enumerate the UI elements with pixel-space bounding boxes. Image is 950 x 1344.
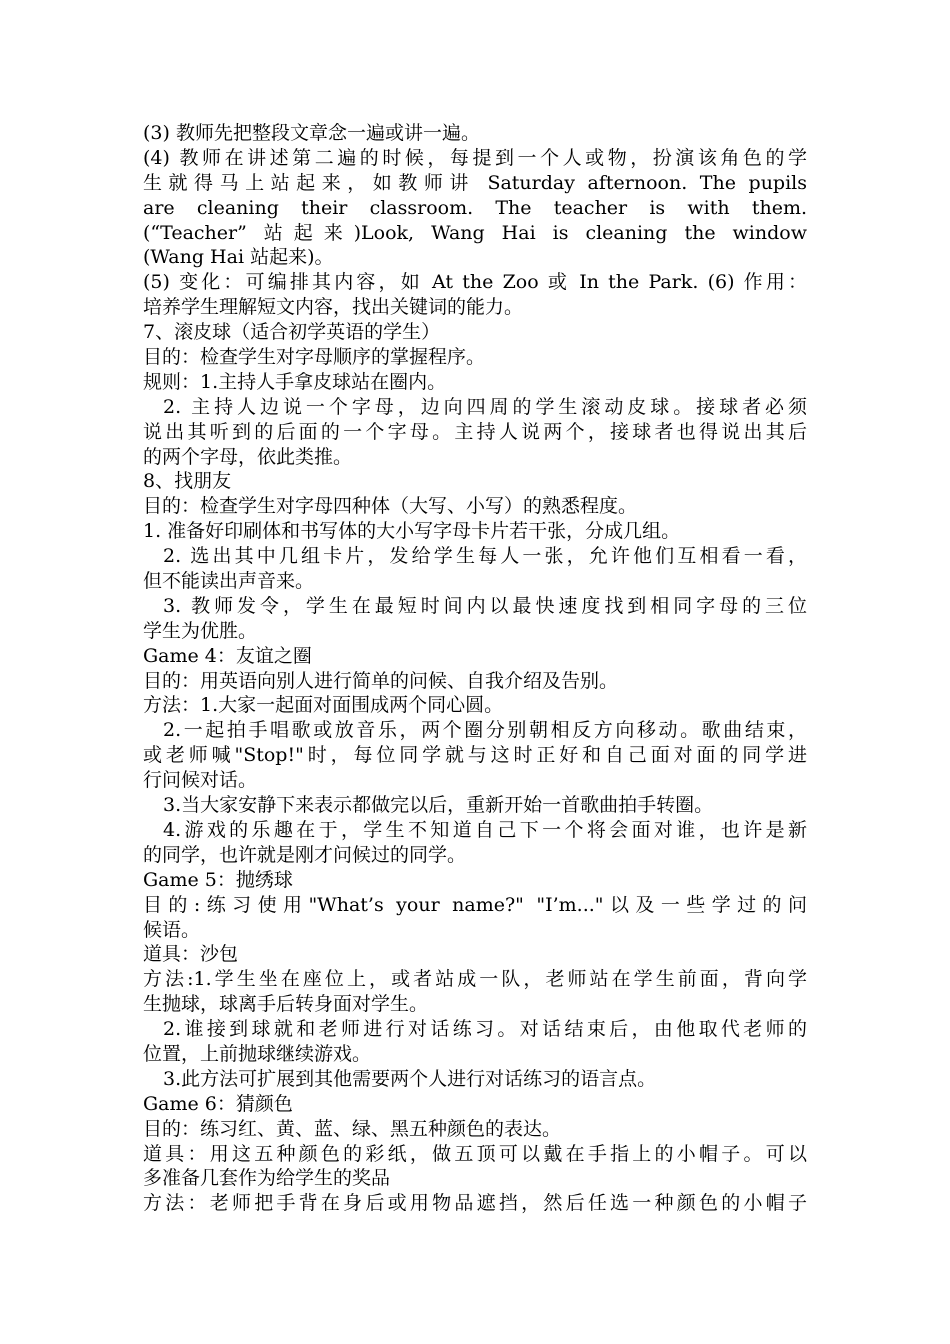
text-line: Game 6：猜颜色 <box>143 1092 293 1115</box>
text-line: 说出其听到的后面的一个字母。主持人说两个，接球者也得说出其后 <box>143 420 807 443</box>
text-line: 3.当大家安静下来表示都做完以后，重新开始一首歌曲拍手转圈。 <box>163 794 714 817</box>
text-line: 的同学，也许就是刚才问候过的同学。 <box>143 843 467 866</box>
text-line: 生就得马上站起来，如教师讲 Saturday afternoon. The pupils <box>143 171 807 194</box>
text-line: 2.一起拍手唱歌或放音乐，两个圈分别朝相反方向移动。歌曲结束， <box>163 719 807 742</box>
text-line: Game 4：友谊之圈 <box>143 644 312 667</box>
text-line: 方法：老师把手背在身后或用物品遮挡，然后任选一种颜色的小帽子 <box>143 1192 807 1215</box>
text-line: 的两个字母，依此类推。 <box>143 445 353 468</box>
text-line: 7、滚皮球（适合初学英语的学生） <box>143 321 441 344</box>
text-line: 或老师喊"Stop!"时，每位同学就与这时正好和自己面对面的同学进 <box>143 744 807 767</box>
text-line: (3) 教师先把整段文章念一遍或讲一遍。 <box>143 122 480 144</box>
text-line: 目的：检查学生对字母顺序的掌握程序。 <box>143 346 486 369</box>
text-line: 道具：用这五种颜色的彩纸，做五顶可以戴在手指上的小帽子。可以 <box>143 1142 807 1165</box>
text-line: (5) 变化：可编排其内容，如 At the Zoo 或 In the Park. (6) 作用： <box>143 271 807 294</box>
text-line: (“Teacher” 站起来)Look, Wang Hai is cleaning the window <box>143 221 807 244</box>
text-line: 1. 准备好印刷体和书写体的大小写字母卡片若干张，分成几组。 <box>143 520 681 543</box>
text-line: 学生为优胜。 <box>143 619 258 642</box>
text-line: 规则：1.主持人手拿皮球站在圈内。 <box>143 370 447 393</box>
text-line: 目的：练习红、黄、蓝、绿、黑五种颜色的表达。 <box>143 1117 562 1140</box>
document-page <box>143 121 807 1216</box>
text-line: 目的：用英语向别人进行简单的问候、自我介绍及告别。 <box>143 669 619 692</box>
text-line: 目的:练习使用"What’s your name?" "I’m..."以及一些学过的问 <box>143 893 807 916</box>
text-line: 多准备几套作为给学生的奖品 <box>143 1167 391 1190</box>
text-line: 生抛球，球离手后转身面对学生。 <box>143 993 429 1016</box>
text-line: Game 5：抛绣球 <box>143 868 293 891</box>
text-line: 目的：检查学生对字母四种体（大写、小写）的熟悉程度。 <box>143 495 638 518</box>
text-line: (Wang Hai 站起来)。 <box>143 246 334 269</box>
text-line: 但不能读出声音来。 <box>143 570 315 593</box>
text-line: 3.此方法可扩展到其他需要两个人进行对话练习的语言点。 <box>163 1067 657 1090</box>
text-line: 培养学生理解短文内容，找出关键词的能力。 <box>143 296 524 319</box>
text-line: 3. 教师发令，学生在最短时间内以最快速度找到相同字母的三位 <box>163 594 807 617</box>
text-line: 4.游戏的乐趣在于，学生不知道自己下一个将会面对谁，也许是新 <box>163 818 807 841</box>
text-line: 8、找朋友 <box>143 470 232 493</box>
text-line: 位置，上前抛球继续游戏。 <box>143 1042 372 1065</box>
text-line: 2. 选出其中几组卡片，发给学生每人一张，允许他们互相看一看， <box>163 545 807 568</box>
text-line: 候语。 <box>143 918 201 941</box>
text-line: (4) 教师在讲述第二遍的时候，每提到一个人或物，扮演该角色的学 <box>143 146 807 169</box>
text-line: 道具：沙包 <box>143 943 239 966</box>
text-line: 2. 主持人边说一个字母，边向四周的学生滚动皮球。接球者必须 <box>163 395 807 418</box>
text-line: 2.谁接到球就和老师进行对话练习。对话结束后，由他取代老师的 <box>163 1018 807 1041</box>
text-line: 方法:1.学生坐在座位上，或者站成一队，老师站在学生前面，背向学 <box>143 968 807 991</box>
text-line: 方法：1.大家一起面对面围成两个同心圆。 <box>143 694 504 717</box>
text-line: are cleaning their classroom. The teacher is with them. <box>143 196 807 219</box>
text-line: 行问候对话。 <box>143 769 258 792</box>
